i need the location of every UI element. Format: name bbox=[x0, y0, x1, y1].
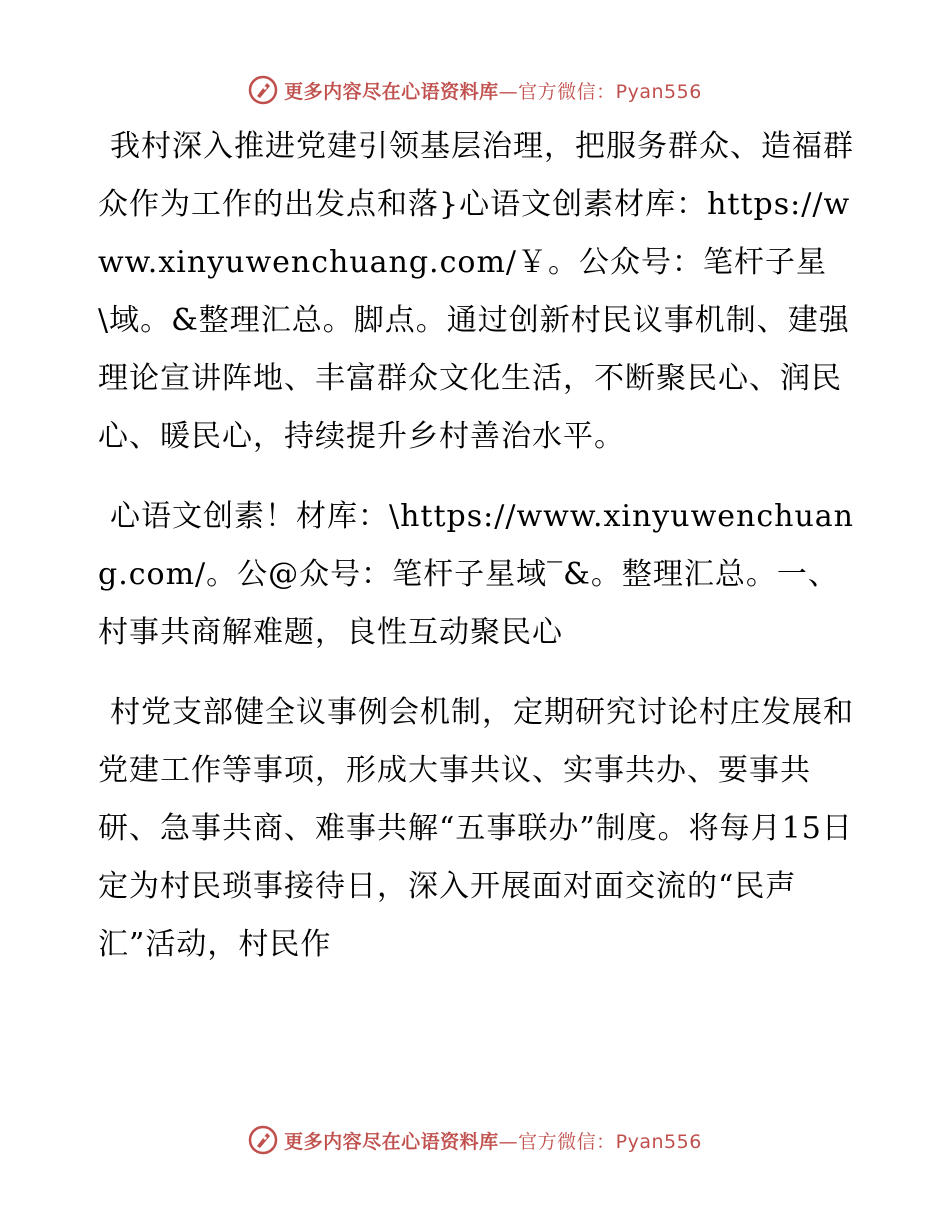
banner-text bbox=[284, 1127, 702, 1154]
pen-nib-logo-icon bbox=[248, 1125, 278, 1155]
pen-nib-logo-icon bbox=[248, 75, 278, 105]
paragraph-3 bbox=[98, 684, 858, 974]
paragraph-3-text: 村党支部健全议事例会机制，定期研究讨论村庄发展和党建工作等事项，形成大事共议、实事共办、要事共研、急事共商、难事共解“五事联办”制度。将每月15日定为村民琐事接待日，深入开展面对面交流的“民声汇”活动，村民作 bbox=[98, 695, 854, 962]
paragraph-2 bbox=[98, 488, 858, 662]
banner-main-text: 更多内容尽在心语资料库 bbox=[284, 80, 499, 103]
paragraph-1-text: 我村深入推进党建引领基层治理，把服务群众、造福群众作为工作的出发点和落}心语文创素材库：https://www.xinyuwenchuang.com/￥。公众号：笔杆子星\域。&整理汇总。脚点。通过创新村民议事机制、建强理论宣讲阵地、丰富群众文化生活，不断聚民心、润民心、暖民心，持续提升乡村善治水平。 bbox=[98, 129, 854, 454]
banner-main-text: 更多内容尽在心语资料库 bbox=[284, 1130, 499, 1153]
banner-wechat-text: 官方微信：Pyan556 bbox=[518, 80, 702, 103]
header-banner bbox=[0, 70, 950, 110]
banner-text bbox=[284, 77, 702, 104]
document-body bbox=[98, 118, 858, 996]
paragraph-1 bbox=[98, 118, 858, 466]
banner-dash: — bbox=[498, 1130, 519, 1153]
banner-wechat-text: 官方微信：Pyan556 bbox=[518, 1130, 702, 1153]
paragraph-2-text: 心语文创素！材库：\https://www.xinyuwenchuang.com/。公@众号：笔杆子星域‾&。整理汇总。一、村事共商解难题，良性互动聚民心 bbox=[98, 499, 854, 650]
banner-dash: — bbox=[498, 80, 519, 103]
footer-banner bbox=[0, 1120, 950, 1160]
